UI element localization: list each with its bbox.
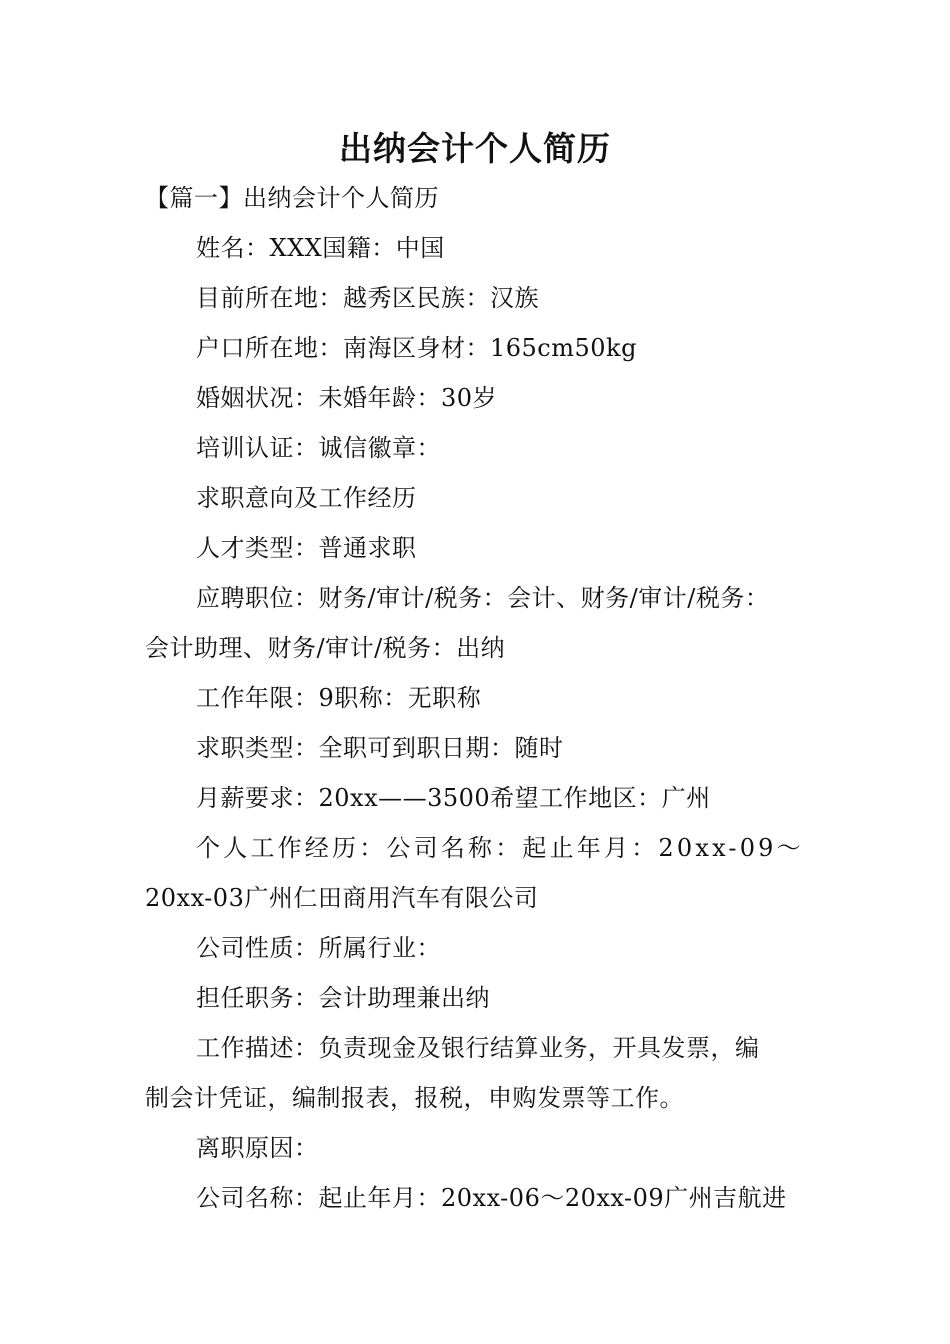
text-line-marital: 婚姻状况：未婚年龄：30岁 [196,384,498,412]
text-line-talent-type: 人才类型：普通求职 [196,534,417,562]
text-line-company-2: 公司名称：起止年月：20xx-06～20xx-09广州吉航进 [196,1184,787,1212]
text-line-certification: 培训认证：诚信徽章： [196,434,441,462]
text-line-hukou: 户口所在地：南海区身材：165cm50kg [196,334,637,362]
text-line-leave-reason: 离职原因： [196,1134,319,1162]
document-title: 出纳会计个人简历 [339,129,611,168]
text-line-company-nature: 公司性质：所属行业： [196,934,441,962]
text-line-role: 担任职务：会计助理兼出纳 [196,984,490,1012]
text-line-experience-cont: 20xx-03广州仁田商用汽车有限公司 [145,884,539,912]
text-line-location: 目前所在地：越秀区民族：汉族 [196,284,539,312]
text-line-position: 应聘职位：财务/审计/税务：会计、财务/审计/税务： [196,584,770,612]
text-line-salary: 月薪要求：20xx——3500希望工作地区：广州 [196,784,711,812]
text-line-intention-heading: 求职意向及工作经历 [196,484,417,512]
text-line-name: 姓名：XXX国籍：中国 [196,234,445,262]
text-line-work-years: 工作年限：9职称：无职称 [196,684,482,712]
text-line-job-type: 求职类型：全职可到职日期：随时 [196,734,564,762]
text-line-experience: 个人工作经历：公司名称：起止年月：20xx-09～ [196,834,804,862]
text-line-description: 工作描述：负责现金及银行结算业务，开具发票，编 [196,1034,760,1062]
section-heading: 【篇一】出纳会计个人简历 [145,184,439,212]
text-line-position-cont: 会计助理、财务/审计/税务：出纳 [145,634,506,662]
text-line-description-cont: 制会计凭证，编制报表，报税，申购发票等工作。 [145,1084,684,1112]
